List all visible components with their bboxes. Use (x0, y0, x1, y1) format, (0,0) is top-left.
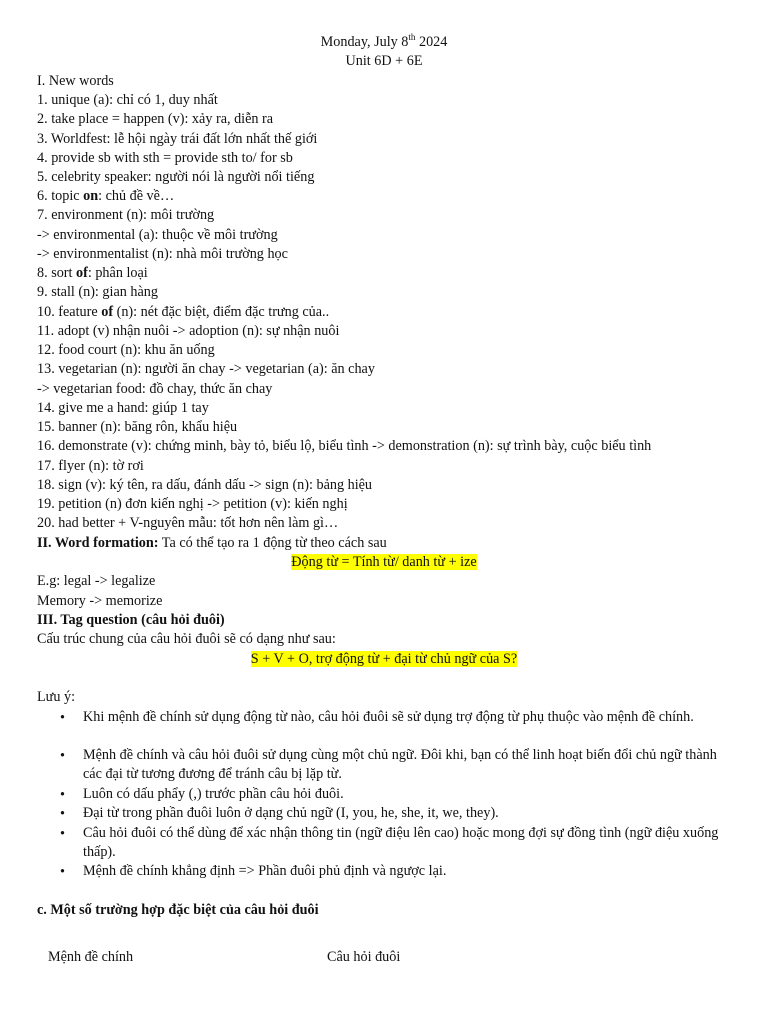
vocab-item: 18. sign (v): ký tên, ra dấu, đánh dấu -> sign (n): bảng hiệu (37, 477, 373, 493)
tag-question-formula-line (0, 650, 768, 668)
vocab-item: -> environmental (a): thuộc về môi trường (37, 227, 278, 243)
vocab-item: 17. flyer (n): tờ rơi (37, 458, 144, 474)
table-header-tag-question: Câu hỏi đuôi (327, 949, 401, 965)
vocab-item: -> environmentalist (n): nhà môi trường học (37, 246, 288, 262)
word-formation-formula: Động từ = Tính từ/ danh từ + ize (291, 554, 477, 570)
tag-question-formula: S + V + O, trợ động từ + đại từ chủ ngữ của S? (250, 651, 518, 667)
bullet-marker: • (60, 826, 65, 842)
vocab-item: 5. celebrity speaker: người nói là người nổi tiếng (37, 169, 315, 185)
note-item: Mệnh đề chính khẳng định => Phần đuôi phủ định và ngược lại. (83, 863, 447, 879)
note-item: Luôn có dấu phẩy (,) trước phần câu hỏi đuôi. (83, 786, 344, 802)
bullet-marker: • (60, 787, 65, 803)
vocab-item: 19. petition (n) đơn kiến nghị -> petition (v): kiến nghị (37, 496, 348, 512)
word-formation-formula-line (0, 553, 768, 571)
section-3-title: III. Tag question (câu hỏi đuôi) (37, 612, 225, 628)
vocab-item: 6. topic on: chủ đề về… (37, 188, 175, 204)
section-2-title: II. Word formation: (37, 535, 159, 551)
bullet-marker: • (60, 806, 65, 822)
section-2-line (37, 534, 387, 552)
note-item: Mệnh đề chính và câu hỏi đuôi sử dụng cùng một chủ ngữ. Đôi khi, bạn có thể linh hoạt biến đổi chủ ngữ thành các đại từ tương đương để tránh câu bị lặp từ. (83, 747, 717, 783)
vocab-item: 10. feature of (n): nét đặc biệt, điểm đặc trưng của.. (37, 304, 330, 320)
table-header-main-clause: Mệnh đề chính (48, 949, 134, 965)
section-3-intro: Cấu trúc chung của câu hỏi đuôi sẽ có dạng như sau: (37, 631, 336, 647)
vocab-item: 14. give me a hand: giúp 1 tay (37, 400, 209, 416)
note-item: Câu hỏi đuôi có thể dùng để xác nhận thông tin (ngữ điệu lên cao) hoặc mong đợi sự đồng tình (ngữ điệu xuống thấp). (83, 825, 719, 861)
bullet-marker: • (60, 748, 65, 764)
note-item: Đại từ trong phần đuôi luôn ở dạng chủ ngữ (I, you, he, she, it, we, they). (83, 805, 499, 821)
example-line: E.g: legal -> legalize (37, 573, 156, 589)
section-c-title: c. Một số trường hợp đặc biệt của câu hỏi đuôi (37, 902, 319, 918)
vocab-item: 9. stall (n): gian hàng (37, 284, 158, 300)
vocab-item: 8. sort of: phân loại (37, 265, 148, 281)
bullet-marker: • (60, 864, 65, 880)
vocab-item: 2. take place = happen (v): xảy ra, diễn ra (37, 111, 274, 127)
vocab-item: 15. banner (n): băng rôn, khẩu hiệu (37, 419, 238, 435)
note-item: Khi mệnh đề chính sử dụng động từ nào, câu hỏi đuôi sẽ sử dụng trợ động từ phụ thuộc vào mệnh đề chính. (83, 709, 694, 725)
vocab-item: 11. adopt (v) nhận nuôi -> adoption (n): sự nhận nuôi (37, 323, 340, 339)
vocab-item: 20. had better + V-nguyên mẫu: tốt hơn nên làm gì… (37, 515, 339, 531)
vocab-item: 16. demonstrate (v): chứng minh, bày tỏ, biểu lộ, biểu tình -> demonstration (n): sự trình bày, cuộc biểu tình (37, 438, 652, 454)
note-label: Lưu ý: (37, 689, 76, 705)
unit-title: Unit 6D + 6E (345, 53, 423, 69)
vocab-item: 1. unique (a): chỉ có 1, duy nhất (37, 92, 218, 108)
vocab-item: 13. vegetarian (n): người ăn chay -> vegetarian (a): ăn chay (37, 361, 375, 377)
vocab-item: 12. food court (n): khu ăn uống (37, 342, 215, 358)
date-year: 2024 (415, 34, 448, 50)
vocab-item: 7. environment (n): môi trường (37, 207, 215, 223)
bullet-marker: • (60, 710, 65, 726)
date-line (0, 33, 768, 51)
date-ordinal: th (408, 32, 416, 42)
vocab-item: -> vegetarian food: đồ chay, thức ăn chay (37, 381, 273, 397)
date-text: Monday, July 8 (320, 34, 409, 50)
vocab-item: 4. provide sb with sth = provide sth to/ for sb (37, 150, 293, 166)
section-1-title: I. New words (37, 73, 114, 89)
vocab-item: 3. Worldfest: lễ hội ngày trái đất lớn nhất thế giới (37, 131, 318, 147)
section-2-intro: Ta có thể tạo ra 1 động từ theo cách sau (158, 535, 387, 551)
example-line: Memory -> memorize (37, 593, 163, 609)
